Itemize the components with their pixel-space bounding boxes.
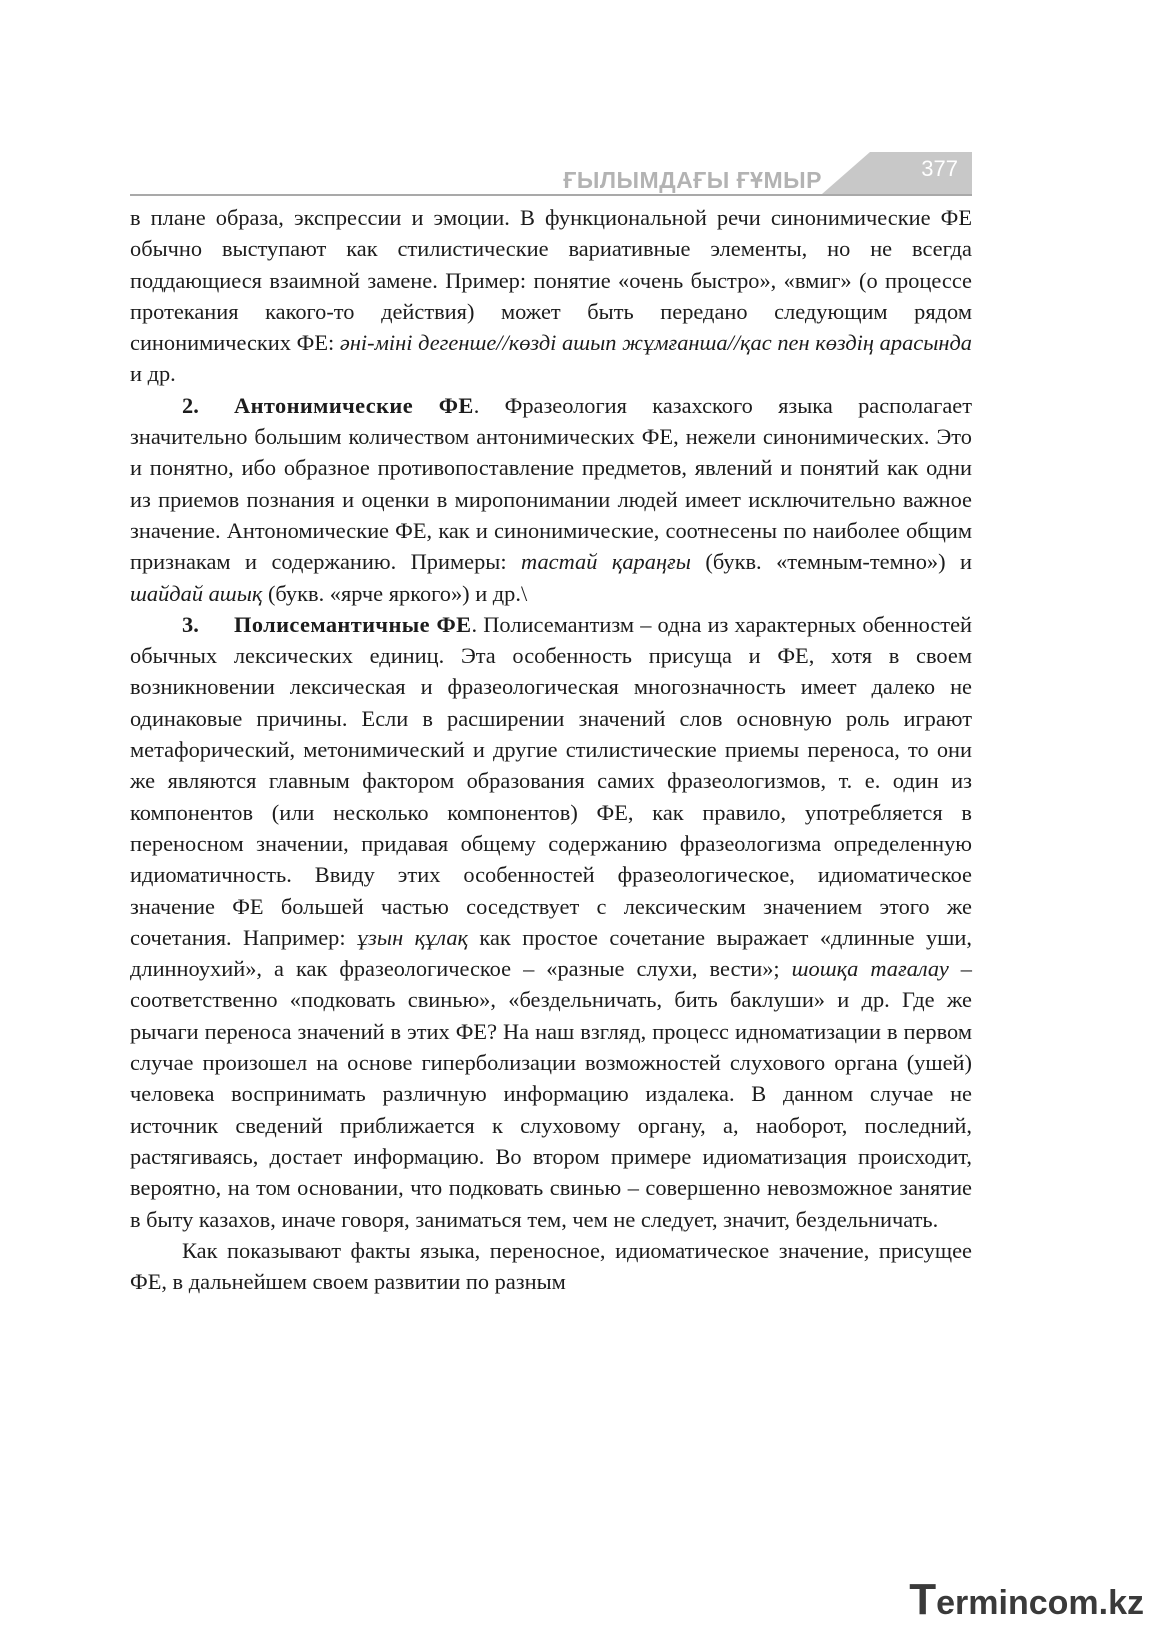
paragraph-polysemantic: 3. Полисемантичные ФЕ. Полисемантизм – одна из характерных обенностей обычных лексических единиц. Эта особенность присуща и ФЕ, хотя в своем возникновении лексическая и фразеологическая многозначность имеет далеко не одинаковые причины. Если в расширении значений слов основную роль играют метафорический, метонимический и другие стилистические приемы переноса, то они же являются главным фактором образования самих фразеологизмов, т. е. один из компонентов (или несколько компонентов) ФЕ, как правило, употребляется в переносном значении, придавая общему содержанию фразеологизма определенную идиоматичность. Ввиду этих особенностей фразеологическое, идиоматическое значение ФЕ большей частью соседствует с лексическим значением этого же сочетания. Например: ұзын құлақ как простое сочетание выражает «длинные уши, длинноухий», а как фразеологическое – «разные слухи, вести»; шошқа тағалау – соответственно «подковать свинью», «бездельничать, бить баклуши» и др. Где же рычаги переноса значений в этих ФЕ? На наш взгляд, процесс идноматизации в первом случае произошел на основе гиперболизации возможностей слухового органа (ушей) человека воспринимать различную информацию издалека. В данном случае не источник сведений приближается к слуховому органу, а, наоборот, последний, растягиваясь, достает информацию. Во втором примере идиоматизация происходит, вероятно, на том основании, что подковать свинью – совершенно невозможное занятие в быту казахов, иначе говоря, заниматься тем, чем не следует, значит, бездельничать. [130,609,972,1235]
italic-example: шошқа тағалау [791,956,949,982]
header-rule [130,194,972,196]
paragraph-4: Как показывают факты языка, переносное, идиоматическое значение, присущее ФЕ, в дальнейшем своем развитии по разным [130,1237,972,1295]
section-term: Антонимические ФЕ [234,392,474,418]
running-header [130,148,972,196]
paragraph-1: в плане образа, экспрессии и эмоции. В функциональной речи синонимические ФЕ обычно выступают как стилистические вариативные элементы, но не всегда поддающиеся взаимной замене. Пример: понятие «очень быстро», «вмиг» (о процессе протекания какого-то действия) может быть передано следующим рядом синонимических ФЕ: әні-міні дегенше//көзді ашып жұмғанша//қас пен көздің арасында и др. [130,205,972,387]
list-number: 3. [182,611,199,637]
body-text [130,202,972,1297]
paragraph-antonymic: 2. Антонимические ФЕ. Фразеология казахского языка располагает значительно большим количеством антонимических ФЕ, нежели синонимических. Это и понятно, ибо образное противопоставление предметов, явлений и понятий как одни из приемов познания и оценки в миропонимании людей имеет исключительно важное значение. Антономические ФЕ, как и синонимические, соотнесены по наиболее общим признакам и содержанию. Примеры: тастай қараңғы (букв. «темным-темно») и шайдай ашық (букв. «ярче яркого») и др.\ [130,390,972,609]
page-number-tab [822,152,972,194]
section-term: Полисемантичные ФЕ [234,611,472,637]
italic-example: шайдай ашық [130,580,263,606]
italic-example: әні-міні дегенше//көзді ашып жұмғанша//қас пен көздің арасында [339,330,972,356]
watermark-logo: Termincom.kz [909,1575,1144,1624]
list-number: 2. [182,392,199,418]
header-title: ҒЫЛЫМДАҒЫ ҒҰМЫР [563,167,822,193]
italic-example: тастай қараңғы [521,549,691,575]
page-number: 377 [921,156,958,181]
italic-example: ұзын құлақ [356,924,468,950]
